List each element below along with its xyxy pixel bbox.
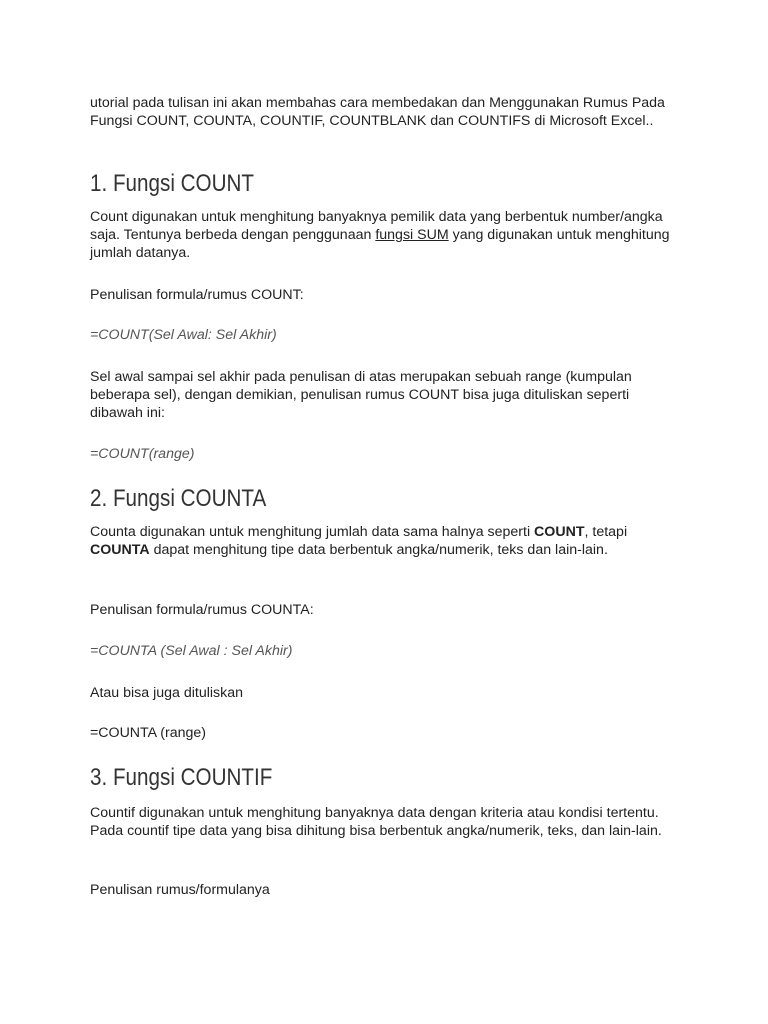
section-heading-countif: 3. Fungsi COUNTIF	[90, 764, 273, 791]
section-heading-count: 1. Fungsi COUNT	[90, 170, 255, 197]
count-description-text-end: yang digunakan untuk menghitung jumlah datanya.	[90, 227, 670, 261]
counta-description	[90, 523, 680, 559]
counta-formula: =COUNTA (Sel Awal : Sel Akhir)	[90, 643, 293, 659]
intro-paragraph: utorial pada tulisan ini akan membahas cara membedakan dan Menggunakan Rumus Pada Fungsi COUNT, COUNTA, COUNTIF, COUNTBLANK dan COUNTIFS di Microsoft Excel..	[90, 95, 665, 129]
counta-description-text-2: , tetapi	[584, 524, 628, 540]
counta-bold-count: COUNT	[534, 524, 585, 540]
countif-description: Countif digunakan untuk menghitung banyaknya data dengan kriteria atau kondisi tertentu. Pada countif tipe data yang bisa dihitung bisa berbentuk angka/numerik, teks, dan lain-lain.	[90, 805, 662, 839]
counta-description-text-3: dapat menghitung tipe data berbentuk angka/numerik, teks dan lain-lain.	[149, 542, 608, 558]
counta-bold-counta: COUNTA	[90, 542, 150, 558]
counta-alt-label: Atau bisa juga dituliskan	[90, 685, 244, 701]
counta-description-text-1: Counta digunakan untuk menghitung jumlah data sama halnya seperti	[90, 524, 535, 540]
count-description-text: Count digunakan untuk menghitung banyaknya pemilik data yang berbentuk number/angka saja. Tentunya berbeda dengan penggunaan	[90, 209, 663, 243]
counta-range-formula: =COUNTA (range)	[90, 725, 207, 741]
count-description	[90, 208, 680, 262]
section-heading-counta: 2. Fungsi COUNTA	[90, 485, 267, 512]
countif-syntax-label: Penulisan rumus/formulanya	[90, 882, 270, 898]
count-range-explanation: Sel awal sampai sel akhir pada penulisan di atas merupakan sebuah range (kumpulan beberapa sel), dengan demikian, penulisan rumus COUNT bisa juga dituliskan seperti dibawah ini:	[90, 369, 632, 421]
fungsi-sum-link[interactable]: fungsi SUM	[375, 227, 449, 243]
count-syntax-label: Penulisan formula/rumus COUNT:	[90, 287, 304, 303]
counta-syntax-label: Penulisan formula/rumus COUNTA:	[90, 602, 314, 618]
count-formula: =COUNT(Sel Awal: Sel Akhir)	[90, 327, 277, 343]
count-range-formula: =COUNT(range)	[90, 446, 195, 462]
